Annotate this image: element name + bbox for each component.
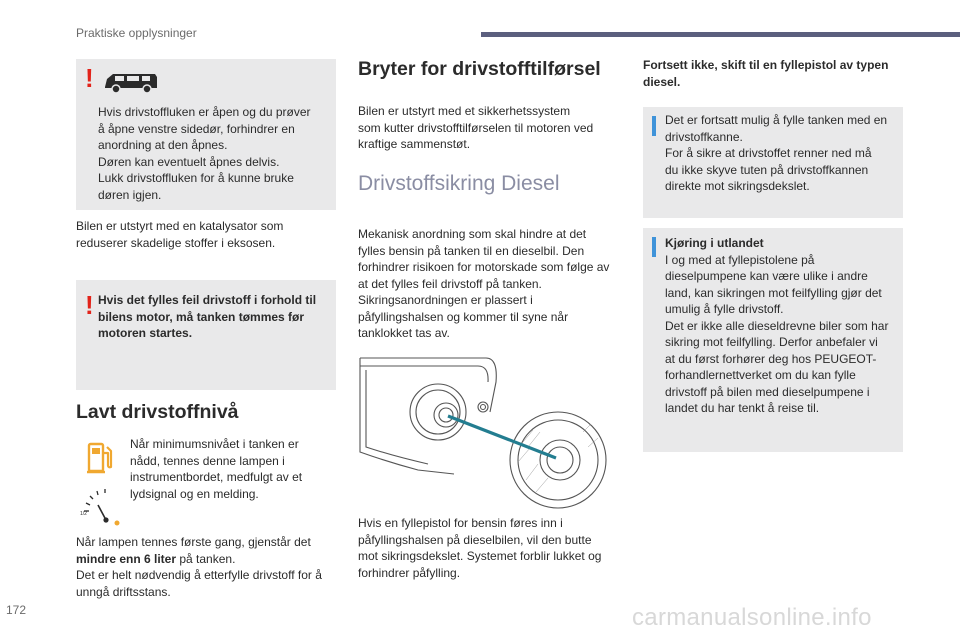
- watermark: carmanualsonline.info: [632, 604, 872, 631]
- fuel-pump-icon: [86, 440, 116, 476]
- info-text-fuel-can: Det er fortsatt mulig å fylle tanken med en drivstoffkanne. For å sikre at drivstoffet renner ned må du ikke skyve tuten på drivstoffkannen direkte mot sikringsdekslet.: [665, 113, 888, 193]
- warning-icon: !: [85, 290, 94, 320]
- van-icon: [101, 67, 161, 97]
- catalyst-text: Bilen er utstyrt med en katalysator som reduserer skadelige stoffer i eksosen.: [76, 219, 284, 250]
- info-box-abroad: [643, 228, 903, 452]
- section-title: Praktiske opplysninger: [76, 26, 197, 40]
- info-icon: [652, 237, 656, 257]
- diesel-pump-instruction: Fortsett ikke, skift til en fyllepistol av typen diesel.: [643, 58, 889, 89]
- warning-text-door: Hvis drivstoffluken er åpen og du prøver å åpne venstre sidedør, forhindrer en anordning at den åpnes. Døren kan eventuelt åpnes delvis. Lukk drivstoffluken for å kunne bruke døren igjen.: [98, 105, 311, 202]
- info-text-abroad: Kjøring i utlandet I og med at fyllepistolene på dieselpumpene kan være ulike i andre land, kan sikringen mot feilfylling gjør det umulig å fylle drivstoff. Det er ikke alle dieseldrevne biler som har sikring mot feilfylling. Derfor anbefaler vi at du først forhører deg hos PEUGEOT- forhandlernettverket om du kan fylle drivstoff på bilen med dieselpumpene i landet du har tenkt å reise til.: [665, 235, 901, 417]
- warning-box-wrong-fuel: [76, 280, 336, 390]
- warning-icon: !: [85, 63, 94, 93]
- low-fuel-body: Når lampen tennes første gang, gjenstår det mindre enn 6 liter på tanken. Det er helt nødvendig å etterfylle drivstoff for å unngå driftsstans.: [76, 535, 322, 599]
- low-fuel-amount: mindre enn 6 liter: [76, 551, 177, 566]
- low-fuel-heading: Lavt drivstoffnivå: [76, 401, 239, 423]
- page-number: 172: [6, 603, 27, 617]
- fuel-gauge-icon: [78, 485, 123, 527]
- warning-box-door: [76, 59, 336, 210]
- info-box-fuel-can: [643, 107, 903, 218]
- header-bar: [481, 32, 960, 37]
- info-icon: [652, 116, 656, 136]
- fuel-cutoff-text: Bilen er utstyrt med et sikkerhetssystem som kutter drivstofftilførselen til motoren ved kraftige sammenstøt.: [358, 104, 594, 151]
- diesel-text: Mekanisk anordning som skal hindre at det fylles bensin på tanken til en dieselbil. Den forhindrer risikoen for motorskade som følge av at det fylles feil drivstoff på tanken. Sikringsanordningen er plassert i påfyllingshalsen og kommer til syne når tanklokket tas av.: [358, 227, 610, 340]
- svg-text:1/2: 1/2: [80, 511, 87, 517]
- diesel-heading: Drivstoffsikring Diesel: [358, 172, 560, 195]
- diesel-after-text: Hvis en fyllepistol for bensin føres inn i påfyllingshalsen på dieselbilen, vil den butte mot sikringsdekslet. Systemet forblir lukket og forhindrer påfylling.: [358, 516, 602, 580]
- warning-text-wrong-fuel: Hvis det fylles feil drivstoff i forhold til bilens motor, må tanken tømmes før motoren startes.: [98, 293, 317, 340]
- low-fuel-lamp-text: Når minimumsnivået i tanken er nådd, tennes denne lampen i instrumentbordet, medfulgt av et lydsignal og en melding.: [130, 437, 303, 501]
- diesel-filler-illustration: [358, 352, 613, 512]
- info-title-abroad: Kjøring i utlandet: [665, 236, 764, 250]
- fuel-cutoff-heading: Bryter for drivstofftilførsel: [358, 58, 601, 80]
